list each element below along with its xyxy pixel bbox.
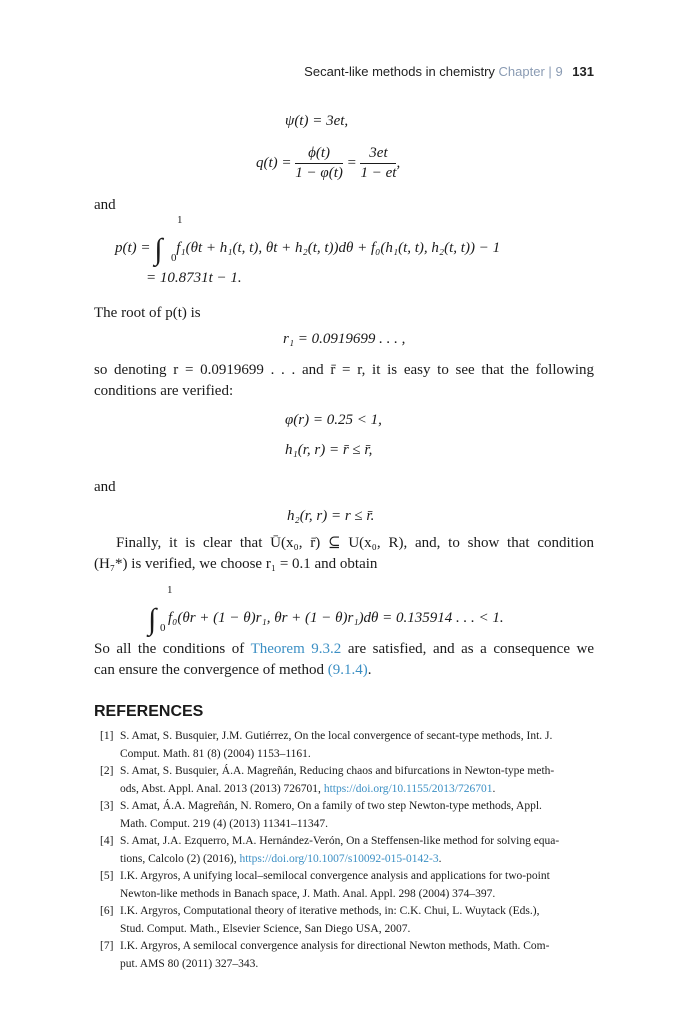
equation-cond2: h₁(r, r) = r̄ ≤ r̄, (285, 442, 373, 458)
running-title: Secant-like methods in chemistry (304, 64, 495, 79)
reference-line: S. Amat, Á.A. Magreñán, N. Romero, On a family of two step Newton-type methods, Appl. (120, 800, 542, 812)
page-number: 131 (572, 64, 594, 79)
reference-item (94, 868, 594, 903)
reference-number: [2] (100, 765, 114, 777)
conclusion-line-1 (94, 639, 594, 660)
conclusion-text-b: are satisfied, and as a consequence we (347, 641, 595, 657)
reference-item (94, 763, 594, 798)
header-separator: | (548, 64, 552, 79)
equation-final-integral (148, 584, 504, 636)
reference-line: Stud. Comput. Math., Elsevier Science, San Diego USA, 2007. (120, 922, 411, 935)
reference-tail: . (438, 852, 442, 865)
reference-number: [5] (100, 870, 114, 882)
q-fraction-2 (360, 145, 396, 182)
reference-line: I.K. Argyros, Computational theory of iterative methods, in: C.K. Chui, L. Wuytack (Eds.), (120, 905, 540, 917)
reference-line: ods, Abst. Appl. Anal. 2013 (2013) 726701, (120, 782, 321, 795)
conclusion-line-2 (94, 662, 372, 678)
q-fraction-1 (295, 145, 343, 182)
reference-line: S. Amat, J.A. Ezquerro, M.A. Hernández-Verón, On a Steffensen-like method for solving equa- (120, 835, 560, 847)
reference-line: tions, Calcolo (2) (2016), (120, 852, 237, 865)
q-frac2-numerator: 3et (360, 145, 396, 164)
final-upper-limit: 1 (167, 584, 173, 596)
q-frac1-numerator: ϕ(t) (295, 145, 343, 164)
finally-line-1: Finally, it is clear that Ū(x₀, r̄) ⊆ U(x₀, R), and, to show that condition (116, 535, 594, 551)
equation-p (115, 214, 501, 266)
conclusion-paragraph (94, 639, 594, 681)
conclusion-text-a: So all the conditions of (94, 641, 245, 657)
equation-cond3: h₂(r, r) = r ≤ r̄. (287, 508, 375, 524)
equation-cond1: φ(r) = 0.25 < 1, (285, 412, 382, 428)
reference-number: [3] (100, 800, 114, 812)
chapter-label: Chapter (498, 64, 545, 79)
reference-line: Math. Comput. 219 (4) (2013) 11341–11347. (120, 817, 329, 830)
verified-paragraph (94, 360, 594, 402)
equation-p-value: = 10.8731t − 1. (146, 270, 242, 286)
doi-link[interactable]: https://doi.org/10.1155/2013/726701 (323, 782, 493, 795)
reference-item (94, 798, 594, 833)
references-heading: REFERENCES (94, 703, 204, 720)
theorem-link[interactable]: Theorem 9.3.2 (250, 641, 342, 657)
root-intro-text: The root of p(t) is (94, 305, 201, 321)
chapter-number: 9 (555, 64, 563, 79)
finally-paragraph (94, 533, 594, 575)
running-header (304, 64, 594, 79)
conclusion-text-c: can ensure the convergence of method (94, 662, 325, 678)
q-equals: = (346, 154, 357, 171)
reference-tail: . (492, 782, 496, 795)
reference-item (94, 728, 594, 763)
verified-line-2: conditions are verified: (94, 383, 234, 399)
reference-line: I.K. Argyros, A unifying local–semilocal convergence analysis and applications for two-point (120, 870, 550, 882)
equation-psi: ψ(t) = 3et, (285, 113, 349, 129)
and-text-2: and (94, 479, 116, 495)
reference-line: I.K. Argyros, A semilocal convergence analysis for directional Newton methods, Math. Com- (120, 940, 550, 952)
p-upper-limit: 1 (177, 214, 183, 226)
final-lower-limit: 0 (160, 622, 166, 634)
p-integrand: f₁(θt + h₁(t, t), θt + h₂(t, t))dθ + f₀(h₁(t, t), h₂(t, t)) − 1 (176, 240, 501, 256)
method-link[interactable]: (9.1.4) (327, 662, 368, 678)
and-text-1: and (94, 197, 116, 213)
integral-sign-icon: ∫ (148, 603, 157, 636)
q-lhs: q(t) = (256, 154, 292, 171)
references-list (94, 728, 594, 973)
reference-line: put. AMS 80 (2011) 327–343. (120, 957, 259, 970)
p-lhs: p(t) = (115, 240, 151, 256)
conclusion-text-d: . (367, 662, 372, 678)
p-lower-limit: 0 (171, 252, 177, 264)
reference-item (94, 938, 594, 973)
reference-line: S. Amat, S. Busquier, Á.A. Magreñán, Reducing chaos and bifurcations in Newton-type meth- (120, 765, 555, 777)
doi-link[interactable]: https://doi.org/10.1007/s10092-015-0142-3 (239, 852, 439, 865)
reference-number: [1] (100, 730, 114, 742)
finally-line-2: (H₇*) is verified, we choose r₁ = 0.1 and obtain (94, 556, 378, 572)
integral-sign-icon: ∫ (154, 233, 163, 266)
reference-line: S. Amat, S. Busquier, J.M. Gutiérrez, On the local convergence of secant-type methods, Int. J. (120, 730, 553, 742)
reference-item (94, 833, 594, 868)
reference-number: [7] (100, 940, 114, 952)
q-frac1-denominator: 1 − φ(t) (295, 165, 343, 181)
reference-line: Comput. Math. 81 (8) (2004) 1153–1161. (120, 747, 311, 760)
q-frac2-denominator: 1 − et (360, 165, 397, 181)
reference-line: Newton-like methods in Banach space, J. Math. Anal. Appl. 298 (2004) 374–397. (120, 887, 496, 900)
reference-item (94, 903, 594, 938)
reference-number: [6] (100, 905, 114, 917)
reference-number: [4] (100, 835, 114, 847)
q-tail: , (396, 154, 401, 171)
equation-r1: r₁ = 0.0919699 . . . , (283, 331, 406, 347)
final-integrand: f₀(θr + (1 − θ)r₁, θr + (1 − θ)r₁)dθ = 0.135914 . . . < 1. (167, 610, 504, 626)
equation-q (256, 145, 400, 182)
verified-line-1: so denoting r = 0.0919699 . . . and r̄ = r, it is easy to see that the following (94, 362, 594, 378)
